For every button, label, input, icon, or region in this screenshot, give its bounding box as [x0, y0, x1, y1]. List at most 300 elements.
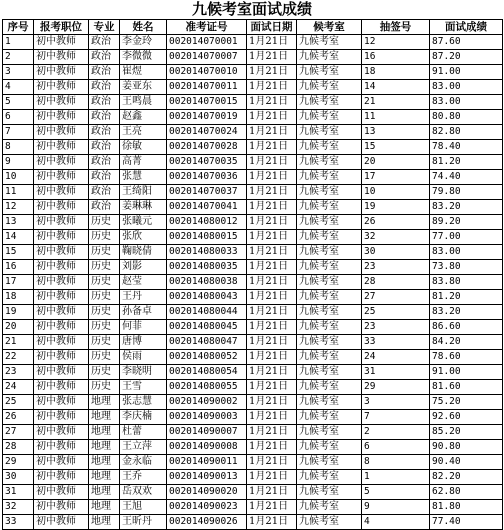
cell-score: 92.60 — [430, 410, 503, 425]
cell-date: 1月21日 — [247, 425, 297, 440]
cell-no: 10 — [3, 170, 34, 185]
cell-name: 金永临 — [120, 455, 167, 470]
cell-name: 岳双欢 — [120, 485, 167, 500]
table-row — [3, 350, 503, 365]
table-row — [3, 50, 503, 65]
cell-subject: 历史 — [89, 275, 120, 290]
cell-score: 81.60 — [430, 380, 503, 395]
table-row — [3, 80, 503, 95]
cell-subject: 政治 — [89, 185, 120, 200]
cell-date: 1月21日 — [247, 155, 297, 170]
cell-position: 初中教师 — [34, 275, 89, 290]
cell-lot: 30 — [362, 245, 430, 260]
cell-lot: 29 — [362, 380, 430, 395]
cell-date: 1月21日 — [247, 485, 297, 500]
cell-exam-id: 002014080052 — [167, 350, 247, 365]
cell-score: 90.80 — [430, 440, 503, 455]
cell-name: 王亮 — [120, 125, 167, 140]
cell-subject: 政治 — [89, 170, 120, 185]
cell-exam-id: 002014070035 — [167, 155, 247, 170]
cell-date: 1月21日 — [247, 260, 297, 275]
header-cell-room: 候考室 — [297, 20, 362, 35]
cell-room: 九候考室 — [297, 500, 362, 515]
cell-date: 1月21日 — [247, 440, 297, 455]
cell-position: 初中教师 — [34, 425, 89, 440]
cell-no: 17 — [3, 275, 34, 290]
cell-no: 9 — [3, 155, 34, 170]
cell-room: 九候考室 — [297, 230, 362, 245]
cell-position: 初中教师 — [34, 65, 89, 80]
cell-score: 90.40 — [430, 455, 503, 470]
cell-room: 九候考室 — [297, 125, 362, 140]
cell-lot: 2 — [362, 425, 430, 440]
cell-date: 1月21日 — [247, 410, 297, 425]
cell-position: 初中教师 — [34, 200, 89, 215]
header-cell-name: 姓名 — [120, 20, 167, 35]
table-row — [3, 455, 503, 470]
cell-room: 九候考室 — [297, 395, 362, 410]
cell-exam-id: 002014090011 — [167, 455, 247, 470]
cell-exam-id: 002014090003 — [167, 410, 247, 425]
cell-exam-id: 002014080045 — [167, 320, 247, 335]
cell-position: 初中教师 — [34, 455, 89, 470]
cell-lot: 9 — [362, 500, 430, 515]
cell-subject: 地理 — [89, 425, 120, 440]
table-row — [3, 500, 503, 515]
cell-score: 83.80 — [430, 275, 503, 290]
cell-lot: 23 — [362, 320, 430, 335]
cell-position: 初中教师 — [34, 290, 89, 305]
cell-score: 62.80 — [430, 485, 503, 500]
cell-room: 九候考室 — [297, 185, 362, 200]
cell-room: 九候考室 — [297, 410, 362, 425]
cell-exam-id: 002014070037 — [167, 185, 247, 200]
cell-score: 74.40 — [430, 170, 503, 185]
table-row — [3, 140, 503, 155]
cell-position: 初中教师 — [34, 95, 89, 110]
cell-no: 2 — [3, 50, 34, 65]
table-row — [3, 380, 503, 395]
cell-subject: 政治 — [89, 35, 120, 50]
cell-position: 初中教师 — [34, 305, 89, 320]
cell-no: 15 — [3, 245, 34, 260]
cell-subject: 历史 — [89, 335, 120, 350]
cell-no: 6 — [3, 110, 34, 125]
table-row — [3, 185, 503, 200]
cell-date: 1月21日 — [247, 470, 297, 485]
cell-room: 九候考室 — [297, 290, 362, 305]
cell-room: 九候考室 — [297, 305, 362, 320]
cell-lot: 20 — [362, 155, 430, 170]
cell-date: 1月21日 — [247, 395, 297, 410]
cell-room: 九候考室 — [297, 110, 362, 125]
cell-name: 王丹 — [120, 290, 167, 305]
cell-position: 初中教师 — [34, 155, 89, 170]
cell-room: 九候考室 — [297, 35, 362, 50]
cell-name: 姜亚东 — [120, 80, 167, 95]
cell-score: 85.20 — [430, 425, 503, 440]
cell-score: 87.20 — [430, 50, 503, 65]
cell-lot: 24 — [362, 350, 430, 365]
table-row — [3, 230, 503, 245]
cell-date: 1月21日 — [247, 245, 297, 260]
cell-date: 1月21日 — [247, 365, 297, 380]
cell-name: 王绮阳 — [120, 185, 167, 200]
header-cell-lot: 抽签号 — [362, 20, 430, 35]
cell-lot: 3 — [362, 395, 430, 410]
cell-room: 九候考室 — [297, 170, 362, 185]
header-cell-exam-id: 准考证号 — [167, 20, 247, 35]
cell-exam-id: 002014090020 — [167, 485, 247, 500]
cell-no: 1 — [3, 35, 34, 50]
cell-score: 86.60 — [430, 320, 503, 335]
cell-date: 1月21日 — [247, 170, 297, 185]
cell-name: 张慧 — [120, 170, 167, 185]
table-row — [3, 410, 503, 425]
cell-position: 初中教师 — [34, 335, 89, 350]
cell-subject: 地理 — [89, 515, 120, 530]
cell-room: 九候考室 — [297, 215, 362, 230]
cell-exam-id: 002014070024 — [167, 125, 247, 140]
cell-no: 22 — [3, 350, 34, 365]
cell-room: 九候考室 — [297, 485, 362, 500]
table-row — [3, 290, 503, 305]
cell-no: 21 — [3, 335, 34, 350]
cell-room: 九候考室 — [297, 440, 362, 455]
cell-name: 李晓明 — [120, 365, 167, 380]
cell-lot: 21 — [362, 95, 430, 110]
cell-name: 姜琳琳 — [120, 200, 167, 215]
table-row — [3, 275, 503, 290]
table-header-row — [3, 20, 503, 35]
table-row — [3, 305, 503, 320]
table-row — [3, 200, 503, 215]
cell-position: 初中教师 — [34, 365, 89, 380]
cell-name: 王立萍 — [120, 440, 167, 455]
cell-score: 82.80 — [430, 125, 503, 140]
header-cell-score: 面试成绩 — [430, 20, 503, 35]
cell-exam-id: 002014090002 — [167, 395, 247, 410]
cell-date: 1月21日 — [247, 275, 297, 290]
cell-exam-id: 002014090023 — [167, 500, 247, 515]
cell-subject: 历史 — [89, 320, 120, 335]
table-row — [3, 170, 503, 185]
cell-exam-id: 002014070011 — [167, 80, 247, 95]
cell-score: 78.60 — [430, 350, 503, 365]
cell-score: 91.00 — [430, 65, 503, 80]
table-row — [3, 245, 503, 260]
cell-exam-id: 002014080055 — [167, 380, 247, 395]
cell-subject: 历史 — [89, 290, 120, 305]
cell-no: 16 — [3, 260, 34, 275]
cell-subject: 历史 — [89, 260, 120, 275]
cell-no: 12 — [3, 200, 34, 215]
cell-no: 13 — [3, 215, 34, 230]
cell-name: 崔煜 — [120, 65, 167, 80]
cell-no: 19 — [3, 305, 34, 320]
cell-room: 九候考室 — [297, 245, 362, 260]
cell-subject: 地理 — [89, 500, 120, 515]
cell-subject: 政治 — [89, 50, 120, 65]
cell-exam-id: 002014070019 — [167, 110, 247, 125]
cell-position: 初中教师 — [34, 185, 89, 200]
cell-date: 1月21日 — [247, 95, 297, 110]
cell-date: 1月21日 — [247, 515, 297, 530]
cell-name: 王乔 — [120, 470, 167, 485]
cell-room: 九候考室 — [297, 65, 362, 80]
cell-position: 初中教师 — [34, 485, 89, 500]
table-row — [3, 35, 503, 50]
cell-subject: 历史 — [89, 380, 120, 395]
cell-name: 李微微 — [120, 50, 167, 65]
cell-name: 赵鑫 — [120, 110, 167, 125]
cell-date: 1月21日 — [247, 380, 297, 395]
cell-date: 1月21日 — [247, 320, 297, 335]
cell-date: 1月21日 — [247, 230, 297, 245]
cell-room: 九候考室 — [297, 335, 362, 350]
cell-lot: 13 — [362, 125, 430, 140]
cell-subject: 政治 — [89, 200, 120, 215]
cell-position: 初中教师 — [34, 410, 89, 425]
cell-name: 李金玲 — [120, 35, 167, 50]
cell-score: 75.20 — [430, 395, 503, 410]
cell-exam-id: 002014080044 — [167, 305, 247, 320]
cell-exam-id: 002014080015 — [167, 230, 247, 245]
cell-exam-id: 002014090007 — [167, 425, 247, 440]
cell-lot: 5 — [362, 485, 430, 500]
cell-subject: 地理 — [89, 440, 120, 455]
table-row — [3, 320, 503, 335]
cell-date: 1月21日 — [247, 455, 297, 470]
cell-name: 王雪 — [120, 380, 167, 395]
header-cell-position: 报考职位 — [34, 20, 89, 35]
cell-name: 高菁 — [120, 155, 167, 170]
header-cell-no: 序号 — [3, 20, 34, 35]
cell-date: 1月21日 — [247, 215, 297, 230]
cell-no: 3 — [3, 65, 34, 80]
cell-exam-id: 002014080012 — [167, 215, 247, 230]
cell-score: 84.20 — [430, 335, 503, 350]
score-table — [2, 19, 503, 530]
cell-position: 初中教师 — [34, 245, 89, 260]
cell-subject: 政治 — [89, 80, 120, 95]
cell-exam-id: 002014070036 — [167, 170, 247, 185]
cell-position: 初中教师 — [34, 110, 89, 125]
cell-lot: 14 — [362, 80, 430, 95]
cell-no: 20 — [3, 320, 34, 335]
cell-no: 25 — [3, 395, 34, 410]
cell-lot: 27 — [362, 290, 430, 305]
header-cell-date: 面试日期 — [247, 20, 297, 35]
cell-subject: 地理 — [89, 470, 120, 485]
cell-position: 初中教师 — [34, 350, 89, 365]
cell-exam-id: 002014080047 — [167, 335, 247, 350]
cell-room: 九候考室 — [297, 380, 362, 395]
cell-name: 鞠晓倩 — [120, 245, 167, 260]
cell-exam-id: 002014070007 — [167, 50, 247, 65]
cell-room: 九候考室 — [297, 425, 362, 440]
cell-position: 初中教师 — [34, 35, 89, 50]
cell-date: 1月21日 — [247, 350, 297, 365]
cell-lot: 25 — [362, 305, 430, 320]
cell-subject: 历史 — [89, 305, 120, 320]
cell-date: 1月21日 — [247, 125, 297, 140]
cell-lot: 32 — [362, 230, 430, 245]
cell-name: 杜蕾 — [120, 425, 167, 440]
cell-room: 九候考室 — [297, 80, 362, 95]
table-row — [3, 65, 503, 80]
cell-position: 初中教师 — [34, 140, 89, 155]
cell-no: 27 — [3, 425, 34, 440]
cell-no: 33 — [3, 515, 34, 530]
cell-subject: 政治 — [89, 95, 120, 110]
cell-room: 九候考室 — [297, 50, 362, 65]
cell-lot: 4 — [362, 515, 430, 530]
cell-no: 26 — [3, 410, 34, 425]
cell-score: 83.20 — [430, 200, 503, 215]
cell-name: 李庆楠 — [120, 410, 167, 425]
cell-score: 73.80 — [430, 260, 503, 275]
cell-position: 初中教师 — [34, 470, 89, 485]
cell-score: 83.00 — [430, 95, 503, 110]
cell-name: 孙备卓 — [120, 305, 167, 320]
cell-no: 14 — [3, 230, 34, 245]
cell-no: 4 — [3, 80, 34, 95]
cell-date: 1月21日 — [247, 500, 297, 515]
cell-name: 唐博 — [120, 335, 167, 350]
cell-position: 初中教师 — [34, 440, 89, 455]
cell-score: 78.40 — [430, 140, 503, 155]
cell-name: 王昕丹 — [120, 515, 167, 530]
table-row — [3, 440, 503, 455]
table-row — [3, 425, 503, 440]
cell-lot: 8 — [362, 455, 430, 470]
cell-no: 32 — [3, 500, 34, 515]
cell-exam-id: 002014080033 — [167, 245, 247, 260]
cell-date: 1月21日 — [247, 110, 297, 125]
table-row — [3, 395, 503, 410]
cell-room: 九候考室 — [297, 515, 362, 530]
header-cell-subject: 专业 — [89, 20, 120, 35]
cell-date: 1月21日 — [247, 305, 297, 320]
cell-name: 侯雨 — [120, 350, 167, 365]
cell-room: 九候考室 — [297, 155, 362, 170]
cell-date: 1月21日 — [247, 140, 297, 155]
cell-score: 89.20 — [430, 215, 503, 230]
cell-lot: 19 — [362, 200, 430, 215]
cell-lot: 11 — [362, 110, 430, 125]
cell-room: 九候考室 — [297, 365, 362, 380]
cell-room: 九候考室 — [297, 200, 362, 215]
cell-score: 83.20 — [430, 305, 503, 320]
table-row — [3, 155, 503, 170]
cell-date: 1月21日 — [247, 65, 297, 80]
cell-lot: 23 — [362, 260, 430, 275]
cell-position: 初中教师 — [34, 215, 89, 230]
cell-subject: 历史 — [89, 365, 120, 380]
cell-no: 24 — [3, 380, 34, 395]
cell-score: 77.00 — [430, 230, 503, 245]
cell-lot: 17 — [362, 170, 430, 185]
cell-name: 张志慧 — [120, 395, 167, 410]
cell-date: 1月21日 — [247, 335, 297, 350]
cell-lot: 28 — [362, 275, 430, 290]
cell-subject: 政治 — [89, 110, 120, 125]
cell-date: 1月21日 — [247, 50, 297, 65]
cell-name: 赵莹 — [120, 275, 167, 290]
cell-lot: 33 — [362, 335, 430, 350]
cell-score: 77.40 — [430, 515, 503, 530]
cell-room: 九候考室 — [297, 470, 362, 485]
cell-no: 7 — [3, 125, 34, 140]
cell-lot: 31 — [362, 365, 430, 380]
cell-score: 80.80 — [430, 110, 503, 125]
cell-room: 九候考室 — [297, 260, 362, 275]
cell-position: 初中教师 — [34, 80, 89, 95]
cell-exam-id: 002014090013 — [167, 470, 247, 485]
cell-no: 11 — [3, 185, 34, 200]
cell-position: 初中教师 — [34, 230, 89, 245]
cell-score: 79.80 — [430, 185, 503, 200]
cell-no: 18 — [3, 290, 34, 305]
cell-position: 初中教师 — [34, 380, 89, 395]
cell-score: 82.20 — [430, 470, 503, 485]
cell-no: 31 — [3, 485, 34, 500]
cell-exam-id: 002014070015 — [167, 95, 247, 110]
cell-room: 九候考室 — [297, 350, 362, 365]
cell-date: 1月21日 — [247, 290, 297, 305]
table-row — [3, 515, 503, 530]
cell-name: 张曦元 — [120, 215, 167, 230]
cell-position: 初中教师 — [34, 395, 89, 410]
cell-room: 九候考室 — [297, 140, 362, 155]
cell-subject: 地理 — [89, 410, 120, 425]
table-row — [3, 485, 503, 500]
cell-score: 81.20 — [430, 290, 503, 305]
cell-position: 初中教师 — [34, 320, 89, 335]
cell-position: 初中教师 — [34, 170, 89, 185]
cell-no: 30 — [3, 470, 34, 485]
cell-date: 1月21日 — [247, 80, 297, 95]
cell-exam-id: 002014080043 — [167, 290, 247, 305]
cell-subject: 历史 — [89, 350, 120, 365]
cell-lot: 7 — [362, 410, 430, 425]
cell-room: 九候考室 — [297, 320, 362, 335]
cell-subject: 政治 — [89, 65, 120, 80]
page-title: 九候考室面试成绩 — [191, 0, 312, 18]
cell-subject: 历史 — [89, 230, 120, 245]
table-row — [3, 125, 503, 140]
cell-subject: 政治 — [89, 155, 120, 170]
table-row — [3, 470, 503, 485]
cell-exam-id: 002014070001 — [167, 35, 247, 50]
cell-position: 初中教师 — [34, 515, 89, 530]
cell-position: 初中教师 — [34, 500, 89, 515]
cell-exam-id: 002014080038 — [167, 275, 247, 290]
table-row — [3, 260, 503, 275]
cell-lot: 26 — [362, 215, 430, 230]
table-row — [3, 335, 503, 350]
cell-lot: 10 — [362, 185, 430, 200]
cell-position: 初中教师 — [34, 260, 89, 275]
table-body — [3, 35, 503, 530]
table-row — [3, 215, 503, 230]
cell-no: 5 — [3, 95, 34, 110]
cell-date: 1月21日 — [247, 35, 297, 50]
cell-score: 87.60 — [430, 35, 503, 50]
cell-exam-id: 002014070028 — [167, 140, 247, 155]
cell-subject: 地理 — [89, 395, 120, 410]
